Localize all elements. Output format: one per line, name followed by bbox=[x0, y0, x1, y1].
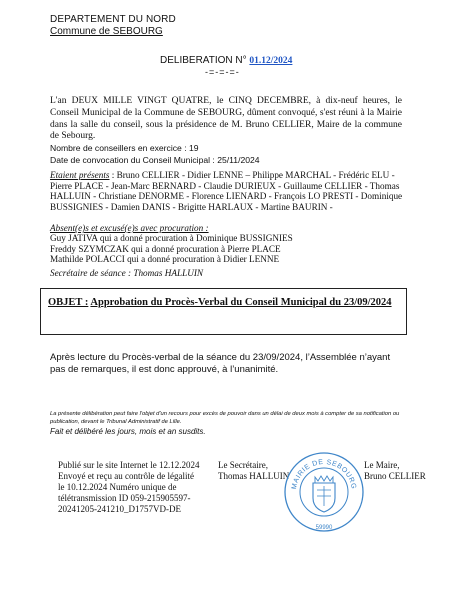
maire-signature bbox=[364, 460, 426, 482]
title-separator: -=-=-=- bbox=[205, 67, 240, 77]
fait-statement: Fait et délibéré les jours, mois et an susdits. bbox=[50, 427, 206, 436]
seal-bottom-text: 59990 bbox=[315, 525, 333, 531]
department-header: DEPARTEMENT DU NORD bbox=[50, 14, 176, 25]
presents-label: Etaient présents bbox=[50, 170, 110, 180]
deliberation-label: DELIBERATION N° bbox=[160, 55, 247, 66]
convocation-date: Date de convocation du Conseil Municipal : 25/11/2024 bbox=[50, 155, 260, 165]
seal-top-text: MAIRIE DE SEBOURG bbox=[291, 458, 357, 490]
absents-label: Absent(e)s et excusé(e)s avec procuration : bbox=[50, 223, 209, 233]
publication-line: Envoyé et reçu au contrôle de légalité bbox=[58, 471, 194, 482]
objet-box bbox=[40, 288, 407, 335]
deliberation-title bbox=[160, 55, 292, 66]
secretaire-title: Le Secrétaire, bbox=[218, 460, 268, 470]
absents-list bbox=[50, 223, 406, 265]
meeting-counts bbox=[50, 142, 260, 166]
deliberation-number: 01.12/2024 bbox=[249, 56, 293, 66]
maire-title: Le Maire, bbox=[364, 460, 400, 470]
publication-info bbox=[58, 460, 218, 515]
absent-item: Mathilde POLACCI qui a donné procuration à Didier LENNE bbox=[50, 254, 280, 265]
absent-item: Guy JATIVA qui a donné procuration à Dominique BUSSIGNIES bbox=[50, 233, 293, 244]
presents-list bbox=[50, 170, 406, 212]
objet-value: Approbation du Procès-Verbal du Conseil Municipal du 23/09/2024 bbox=[90, 297, 392, 308]
commune-header: Commune de SEBOURG bbox=[50, 26, 163, 37]
conseillers-count: Nombre de conseillers en exercice : 19 bbox=[50, 143, 199, 153]
presents-names: : Bruno CELLIER - Didier LENNE – Philippe MARCHAL - Frédéric ELU - Pierre PLACE - Jean-Marc BERNARD - Claudie DURIEUX - Guillaume CELLIER - Thomas HALLUIN - Christiane DENORME - Florence LIENARD - François LO PRESTI - Dominique BUSSIGNIES - Damien DANIS - Brigitte HARLAUX - Martine BAURIN - bbox=[50, 170, 403, 212]
maire-name: Bruno CELLIER bbox=[364, 471, 426, 482]
publication-line: télétransmission ID 059-215905597- bbox=[58, 493, 191, 504]
objet-label: OBJET : bbox=[48, 297, 89, 308]
absent-item: Freddy SZYMCZAK qui a donné procuration à Pierre PLACE bbox=[50, 243, 281, 254]
secretaire-name: Thomas HALLUIN bbox=[218, 471, 290, 482]
mairie-seal-stamp bbox=[282, 450, 366, 534]
publication-line: le 10.12.2024 Numéro unique de bbox=[58, 482, 177, 493]
body-paragraph: Après lecture du Procès-verbal de la séance du 23/09/2024, l’Assemblée n’ayant pas de remarques, il est donc approuvé, à l’unanimité. bbox=[50, 352, 391, 375]
publication-line: Publié sur le site Internet le 12.12.2024 bbox=[58, 460, 200, 470]
secretaire-seance: Secrétaire de séance : Thomas HALLUIN bbox=[50, 268, 204, 278]
secretaire-signature bbox=[218, 460, 289, 482]
objet-title bbox=[48, 297, 398, 310]
publication-line: 20241205-241210_D1757VD-DE bbox=[58, 504, 181, 515]
recours-notice: La présente délibération peut faire l'objet d'un recours pour excès de pouvoir dans un délai de deux mois à compter de sa notification ou publication, devant le Tribunal Administratif de Lille. bbox=[50, 411, 400, 426]
intro-paragraph: L'an DEUX MILLE VINGT QUATRE, le CINQ DECEMBRE, à dix-neuf heures, le Conseil Municipal de la Commune de SEBOURG, dûment convoqué, s'est réuni à la Mairie dans la salle du conseil, sous la présidence de M. Bruno CELLIER, Maire de la commune de Sebourg. bbox=[50, 96, 402, 142]
